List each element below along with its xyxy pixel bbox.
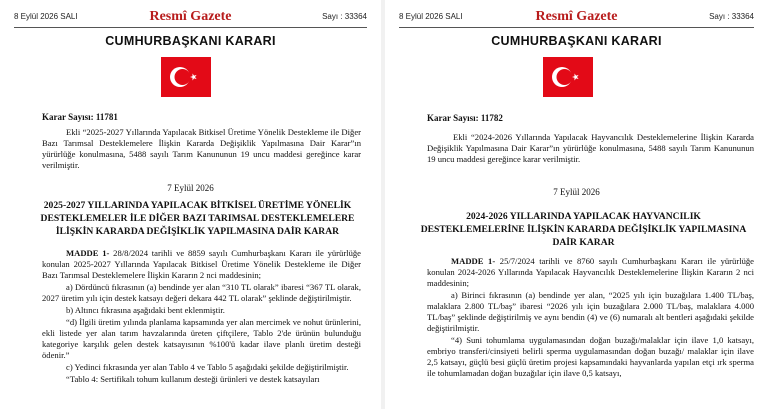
issue-date: 8 Eylül 2026 SALI xyxy=(399,12,463,21)
decree-date: 7 Eylül 2026 xyxy=(553,187,600,197)
decree-body xyxy=(42,248,361,386)
article-label: MADDE 1- xyxy=(66,248,110,258)
gazette-header xyxy=(14,9,367,25)
issue-number: Sayı : 33364 xyxy=(322,12,367,21)
gazette-title: Resmî Gazete xyxy=(535,9,618,24)
decree-page-left xyxy=(0,0,381,409)
resolution-title: 2025-2027 YILLARINDA YAPILACAK BİTKİSEL ÜRETİME YÖNELİK DESTEKLEMELER İLE DİĞER BAZI TARIMSAL DESTEKLEMELERE İLİŞKİN KARARDA DEĞİŞİKLİK YAPILMASINA DAİR KARAR xyxy=(40,200,355,237)
decree-intro: Ekli “2025-2027 Yıllarında Yapılacak Bitkisel Üretime Yönelik Destekleme ile Diğer Bazı Tarımsal Desteklemelere İlişkin Kararda Değişiklik Yapılmasına Dair Karar”ın yürürlüğe konulmasına, 5488 sayılı Tarım Kanununun 19 uncu maddesi gereğince karar verilmiştir. xyxy=(42,127,361,170)
article-text: 25/7/2024 tarihli ve 8760 sayılı Cumhurbaşkanı Kararı ile yürürlüğe konulan 2024-2026 Yıllarında Yapılacak Hayvancılık Desteklemelerine İlişkin Kararın 2 nci maddesinin; xyxy=(427,256,754,288)
header-divider xyxy=(399,27,754,28)
paragraph: “4) Suni tohumlama uygulamasından doğan buzağı/malaklar için ilave 1,0 katsayı, embriyo transferi/cinsiyeti belirli sperma uygulamasından doğan buzağı/ malaklar için ilave 2,5 katsayı, güçlü besi güçlü üretim projesi kapsamındaki hayvanlarda yapılan etçi ırk sperma ile tohumlamadan doğan buzağılar için ilave 0,5 katsayı, xyxy=(427,335,754,378)
decision-number: Karar Sayısı: 11782 xyxy=(427,113,503,123)
resolution-title: 2024-2026 YILLARINDA YAPILACAK HAYVANCILIK DESTEKLEMELERİNE İLİŞKİN KARARDA DEĞİŞİKLİK YAPILMASINA DAİR KARAR xyxy=(420,211,747,248)
article-1 xyxy=(427,256,754,289)
decree-page-right xyxy=(385,0,768,409)
decree-body xyxy=(427,256,754,380)
decision-number: Karar Sayısı: 11781 xyxy=(42,112,118,122)
turkish-flag-icon xyxy=(161,57,211,97)
issue-number: Sayı : 33364 xyxy=(709,12,754,21)
paragraph: c) Yedinci fıkrasında yer alan Tablo 4 ve Tablo 5 aşağıdaki şekilde değiştirilmiştir. xyxy=(66,362,349,372)
paragraph: a) Birinci fıkrasının (a) bendinde yer alan, “2025 yılı için buzağılara 1.400 TL/baş, malaklara 2.800 TL/baş” ibaresi “2026 yılı için buzağılara 2.000 TL/baş, malaklara 4.000 TL/baş” şeklinde değiştirilmiş ve aynı bendin (4) ve (6) numaralı alt bentleri aşağıdaki şekilde değiştirilmiştir. xyxy=(427,290,754,333)
article-text: 28/8/2024 tarihli ve 8859 sayılı Cumhurbaşkanı Kararı ile yürürlüğe konulan 2025-2027 Yıllarında Yapılacak Bitkisel Üretime Yönelik Destekleme ile Diğer Bazı Tarımsal Desteklemelere İlişkin Kararın 2 nci maddesinin; xyxy=(42,248,361,280)
decree-date: 7 Eylül 2026 xyxy=(167,183,214,193)
paragraph: b) Altıncı fıkrasına aşağıdaki bent eklenmiştir. xyxy=(66,305,225,315)
paragraph: “Tablo 4: Sertifikalı tohum kullanım desteği ürünleri ve destek katsayıları xyxy=(66,374,320,384)
paragraph: “d) İlgili üretim yılında planlama kapsamında yer alan mercimek ve nohut ürünlerini, ekli listede yer alan tarım havzalarında üreten çiftçilere, Tablo 2'de ürünün bulunduğu kategoriye karşılık gelen destek katsayısının %100'ü kadar ilave planlı üretim desteği ödenir.” xyxy=(42,317,361,360)
decree-intro: Ekli “2024-2026 Yıllarında Yapılacak Hayvancılık Desteklemelerine İlişkin Kararda Değişiklik Yapılmasına Dair Karar”ın yürürlüğe konulmasına, 5488 sayılı Tarım Kanununun 19 uncu maddesi gereğince karar verilmiştir. xyxy=(427,132,754,164)
paragraph: a) Dördüncü fıkrasının (a) bendinde yer alan “310 TL olarak” ibaresi “367 TL olarak, 2027 üretim yılı için destek katsayı değeri dekara 442 TL olarak” şeklinde değiştirilmiştir. xyxy=(42,282,361,303)
turkish-flag-icon xyxy=(543,57,593,97)
decree-heading: CUMHURBAŞKANI KARARI xyxy=(491,34,662,48)
article-1 xyxy=(42,248,361,281)
gazette-header xyxy=(399,9,754,25)
header-divider xyxy=(14,27,367,28)
issue-date: 8 Eylül 2026 SALI xyxy=(14,12,78,21)
decree-heading: CUMHURBAŞKANI KARARI xyxy=(105,34,276,48)
article-label: MADDE 1- xyxy=(451,256,496,266)
gazette-title: Resmî Gazete xyxy=(149,9,232,24)
